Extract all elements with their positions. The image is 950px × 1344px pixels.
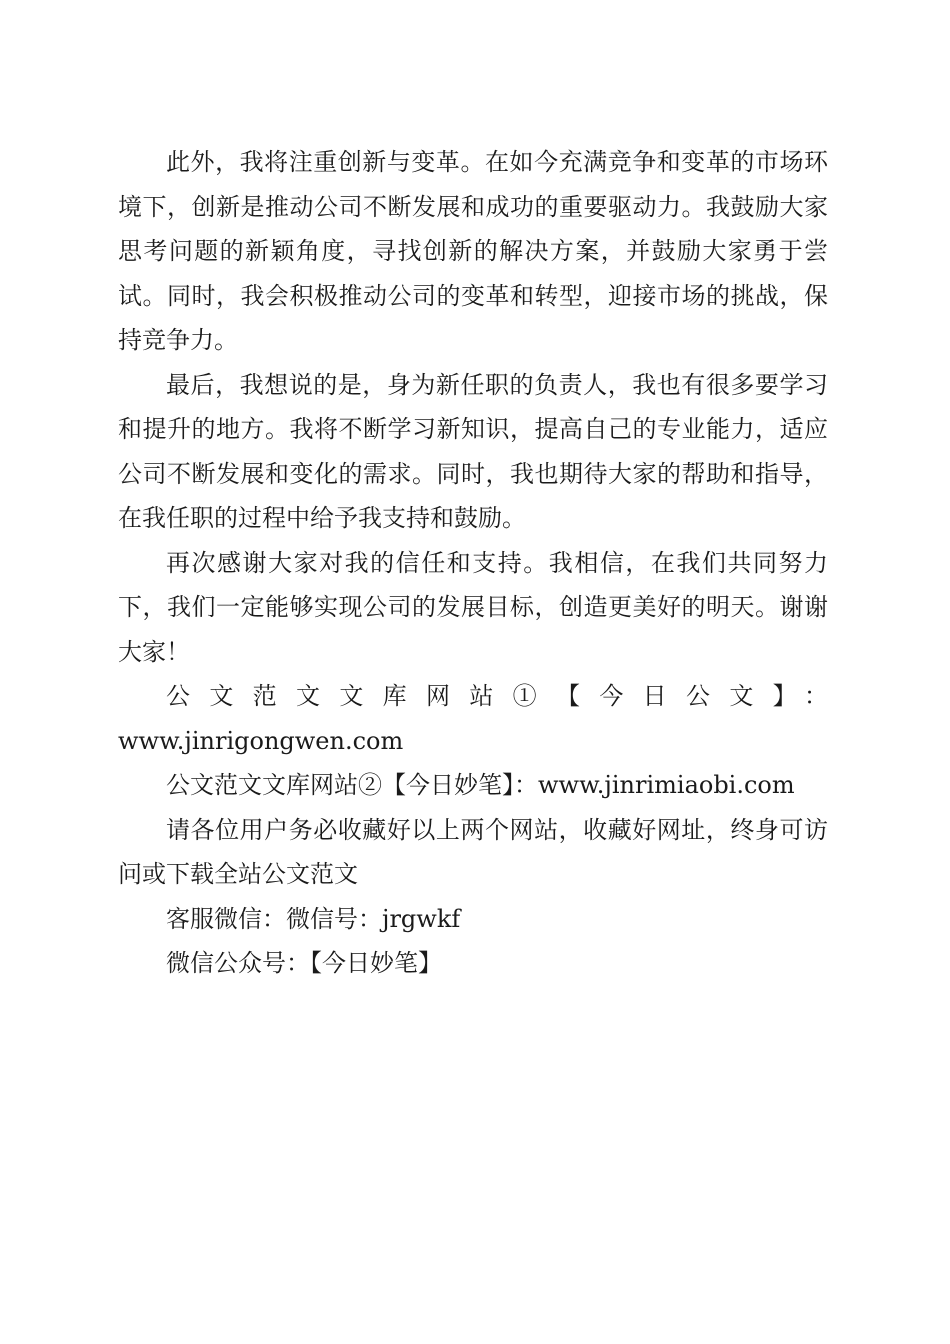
paragraph-thanks: 再次感谢大家对我的信任和支持。我相信，在我们共同努力下，我们一定能够实现公司的发展目标，创造更美好的明天。谢谢大家！ (118, 548, 828, 666)
footer-reminder: 请各位用户务必收藏好以上两个网站，收藏好网址，终身可访问或下载全站公文范文 (118, 815, 828, 888)
document-body (118, 140, 828, 986)
footer-service-wechat: 客服微信：微信号：jrgwkf (166, 904, 461, 933)
paragraph-learning: 最后，我想说的是，身为新任职的负责人，我也有很多要学习和提升的地方。我将不断学习新知识，提高自己的专业能力，适应公司不断发展和变化的需求。同时，我也期待大家的帮助和指导，在我任职的过程中给予我支持和鼓励。 (118, 370, 828, 532)
footer-official-account: 微信公众号：【今日妙笔】 (166, 949, 442, 977)
footer-site1-url[interactable]: www.jinrigongwen.com (118, 726, 404, 755)
footer-site2-line: 公文范文文库网站②【今日妙笔】：www.jinrimiaobi.com (166, 771, 795, 799)
paragraph-innovation: 此外，我将注重创新与变革。在如今充满竞争和变革的市场环境下，创新是推动公司不断发展和成功的重要驱动力。我鼓励大家思考问题的新颖角度，寻找创新的解决方案，并鼓励大家勇于尝试。同时，我会积极推动公司的变革和转型，迎接市场的挑战，保持竞争力。 (118, 148, 828, 354)
footer-site1-label: 公文范文文库网站①【今日公文】： (166, 682, 828, 710)
